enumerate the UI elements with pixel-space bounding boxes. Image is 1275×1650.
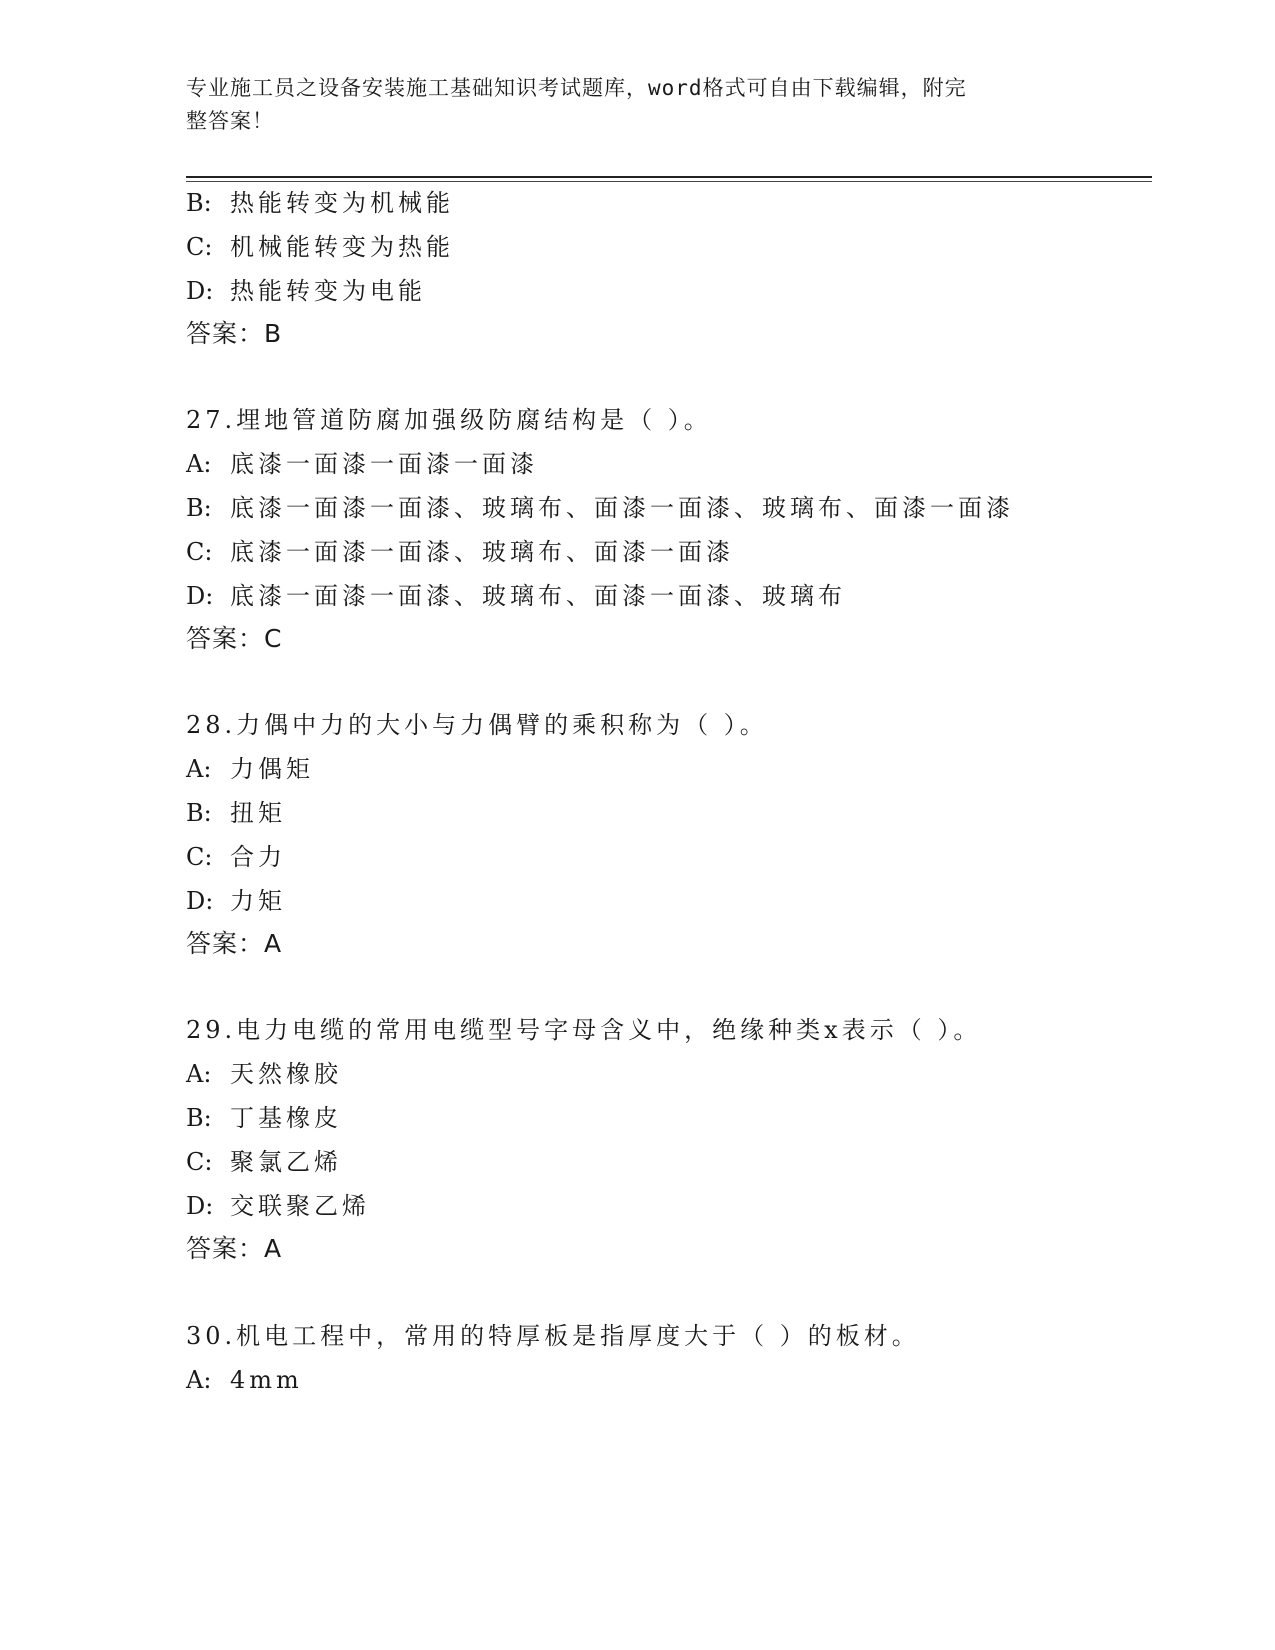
option-line — [186, 1364, 303, 1396]
option-letter: D: — [186, 277, 214, 305]
option-text: 热能转变为电能 — [230, 277, 426, 305]
option-letter: A: — [186, 755, 212, 783]
question-line: 29.电力电缆的常用电缆型号字母含义中，绝缘种类x表示（ ）。 — [186, 1016, 982, 1044]
option-line — [186, 1190, 370, 1222]
option-text: 合力 — [230, 843, 286, 871]
option-letter: D: — [186, 1192, 214, 1220]
option-line — [186, 885, 286, 917]
option-text: 底漆一面漆一面漆一面漆 — [230, 450, 538, 478]
option-line — [186, 275, 426, 307]
option-letter: A: — [186, 1060, 212, 1088]
option-line — [186, 1102, 342, 1134]
question-line: 27.埋地管道防腐加强级防腐结构是（ ）。 — [186, 406, 712, 434]
option-letter: D: — [186, 582, 214, 610]
option-text: 天然橡胶 — [230, 1060, 342, 1088]
option-text: 交联聚乙烯 — [230, 1192, 370, 1220]
header-divider-thick — [186, 176, 1152, 178]
option-line — [186, 841, 286, 873]
answer-line: 答案：A — [186, 1234, 283, 1263]
option-line — [186, 536, 734, 568]
answer-line: 答案：B — [186, 319, 283, 348]
option-line — [186, 187, 454, 219]
option-letter: A: — [186, 450, 212, 478]
option-letter: D: — [186, 887, 214, 915]
option-line — [186, 753, 314, 785]
option-text: 丁基橡皮 — [230, 1104, 342, 1132]
option-text: 4mm — [230, 1366, 303, 1394]
option-letter: B: — [186, 189, 212, 217]
option-line — [186, 1058, 342, 1090]
header-line-2: 整答案！ — [186, 109, 274, 133]
option-text: 底漆一面漆一面漆、玻璃布、面漆一面漆、玻璃布 — [230, 582, 846, 610]
option-text: 力偶矩 — [230, 755, 314, 783]
question-line: 28.力偶中力的大小与力偶臂的乘积称为（ ）。 — [186, 711, 768, 739]
option-line — [186, 448, 538, 480]
option-text: 扭矩 — [230, 799, 286, 827]
option-text: 底漆一面漆一面漆、玻璃布、面漆一面漆 — [230, 538, 734, 566]
option-line — [186, 580, 846, 612]
option-letter: A: — [186, 1366, 212, 1394]
option-text: 热能转变为机械能 — [230, 189, 454, 217]
option-line — [186, 797, 286, 829]
option-letter: C: — [186, 538, 213, 566]
option-text: 底漆一面漆一面漆、玻璃布、面漆一面漆、玻璃布、面漆一面漆 — [230, 494, 1014, 522]
answer-line: 答案：C — [186, 624, 283, 653]
option-letter: B: — [186, 799, 212, 827]
header-line-1: 专业施工员之设备安装施工基础知识考试题库，word格式可自由下载编辑，附完 — [186, 76, 967, 100]
option-line — [186, 492, 1014, 524]
option-letter: B: — [186, 1104, 212, 1132]
document-header — [186, 72, 1066, 138]
option-text: 力矩 — [230, 887, 286, 915]
header-divider-thin — [186, 181, 1152, 182]
question-line: 30.机电工程中，常用的特厚板是指厚度大于（ ）的板材。 — [186, 1322, 920, 1350]
answer-line: 答案：A — [186, 929, 283, 958]
option-line — [186, 1146, 342, 1178]
option-letter: B: — [186, 494, 212, 522]
option-letter: C: — [186, 1148, 213, 1176]
option-text: 机械能转变为热能 — [230, 233, 454, 261]
option-line — [186, 231, 454, 263]
option-letter: C: — [186, 843, 213, 871]
option-letter: C: — [186, 233, 213, 261]
option-text: 聚氯乙烯 — [230, 1148, 342, 1176]
